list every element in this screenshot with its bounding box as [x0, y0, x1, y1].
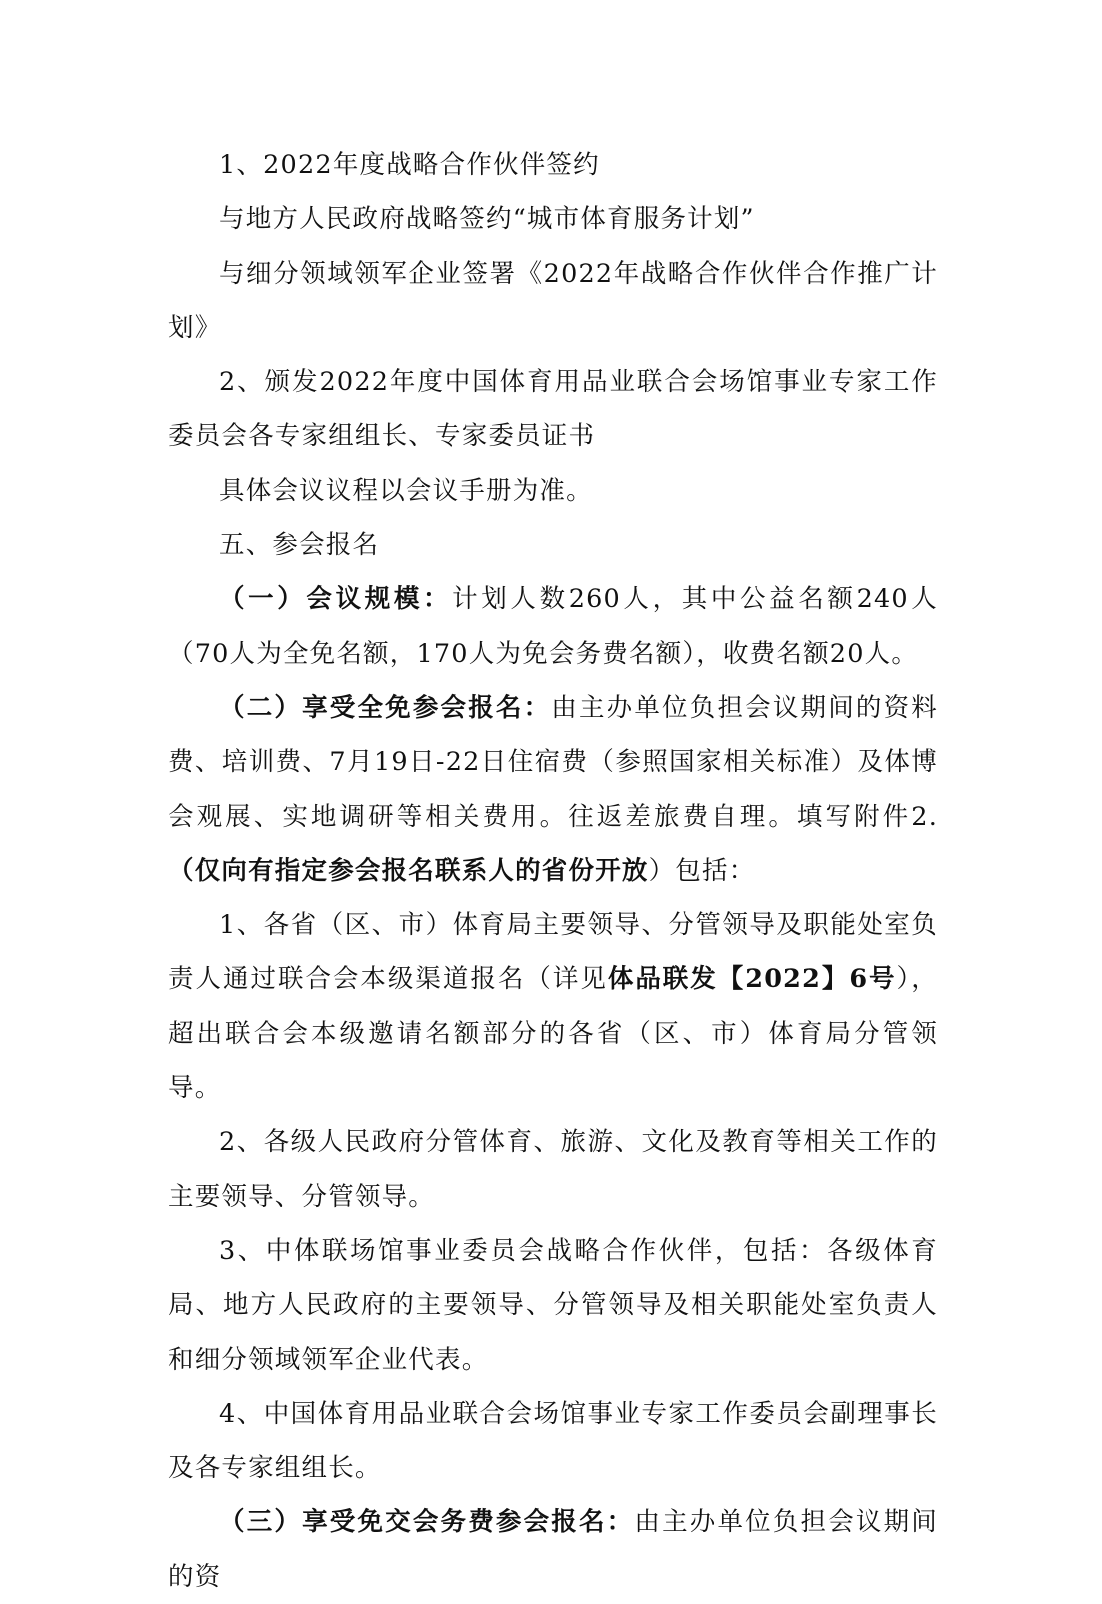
fee-waived-text: 由主办单位负担会议期间的资: [168, 1507, 938, 1592]
full-free-heading: （二）享受全免参会报名：: [219, 692, 552, 723]
paragraph-full-free-registration: [168, 681, 938, 898]
paragraph-signing-title: 1、2022年度战略合作伙伴签约: [219, 150, 600, 180]
paragraph-fee-waived-registration: [168, 1495, 938, 1604]
paragraph-item-4: 4、中国体育用品业联合会场馆事业专家工作委员会副理事长及各专家组组长。: [168, 1398, 938, 1484]
paragraph-item-3: 3、中体联场馆事业委员会战略合作伙伴，包括：各级体育局、地方人民政府的主要领导、分管领导及相关职能处室负责人和细分领域领军企业代表。: [168, 1235, 938, 1375]
paragraph-agenda-note: 具体会议议程以会议手册为准。: [219, 475, 593, 506]
paragraph-item-1: [168, 898, 938, 1115]
full-free-text: 由主办单位负担会议期间的资料费、培训费、7月19日-22日住宿费（参照国家相关标准）及体博会观展、实地调研等相关费用。往返差旅费自理。填写附件2.: [168, 692, 938, 832]
meeting-scale-text: 计划人数260人，其中公益名额240人（70人为全免名额，170人为免会务费名额），收费名额20人。: [168, 584, 938, 669]
full-free-tail: ）包括：: [648, 855, 756, 886]
paragraph-item-2: 2、各级人民政府分管体育、旅游、文化及教育等相关工作的主要领导、分管领导。: [168, 1127, 938, 1212]
meeting-scale-heading: （一）会议规模：: [219, 584, 453, 615]
fee-waived-heading: （三）享受免交会务费参会报名：: [219, 1507, 635, 1538]
item-1-document-ref: 体品联发【2022】6号: [607, 964, 897, 995]
item-1-text-b: ），超出联合会本级邀请名额部分的各省（区、市）体育局分管领导。: [168, 964, 938, 1104]
paragraph-meeting-scale: [168, 572, 938, 681]
item-1-text-a: 1、各省（区、市）体育局主要领导、分管领导及职能处室负责人通过联合会本级渠道报名（详见: [168, 910, 938, 995]
paragraph-partner-plan: 与细分领域领军企业签署《2022年战略合作伙伴合作推广计划》: [168, 258, 938, 343]
paragraph-certificates: 2、颁发2022年度中国体育用品业联合会场馆事业专家工作委员会各专家组组长、专家委员证书: [168, 367, 938, 452]
document-page: [168, 138, 938, 1604]
section-heading-registration: 五、参会报名: [219, 530, 380, 561]
full-free-bold-note: （仅向有指定参会报名联系人的省份开放: [168, 855, 649, 886]
paragraph-city-plan: 与地方人民政府战略签约“城市体育服务计划”: [219, 204, 755, 235]
